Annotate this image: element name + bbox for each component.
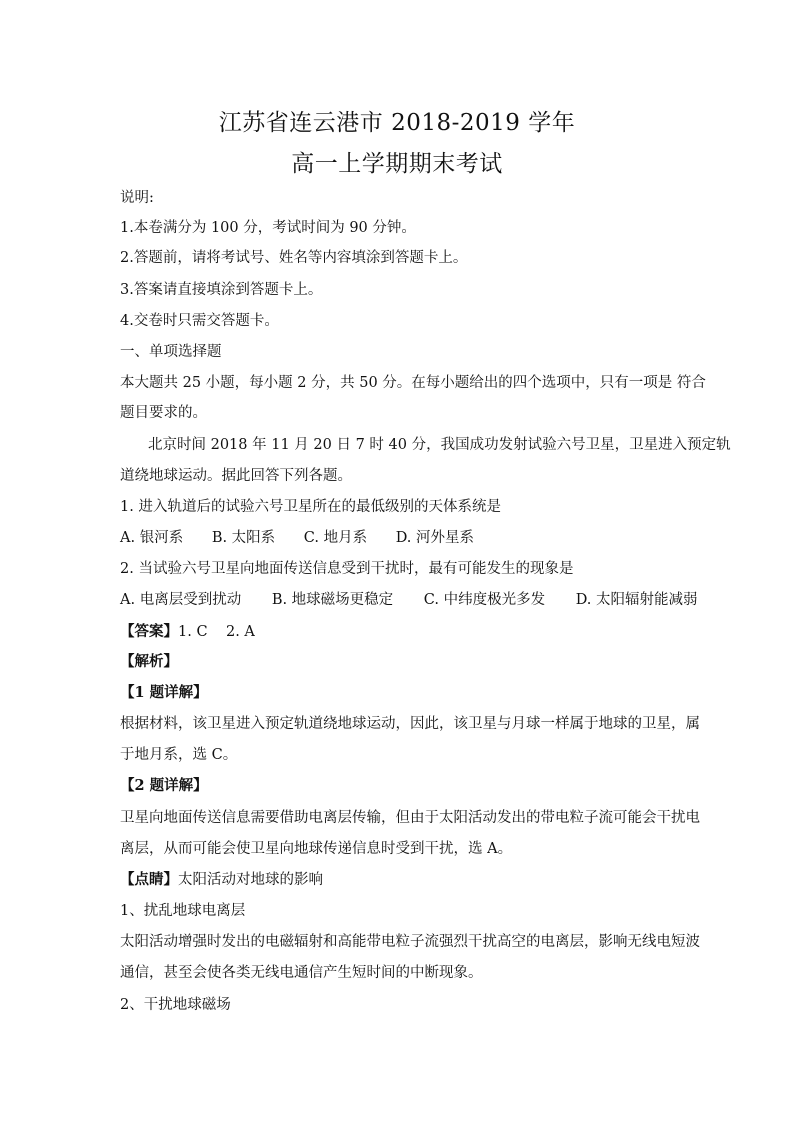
analysis-q1-line2: 于地月系，选 C。: [120, 747, 238, 763]
question-2-option-d: D. 太阳辐射能减弱: [575, 592, 698, 608]
analysis-q1-line1: 根据材料，该卫星进入预定轨道绕地球运动，因此，该卫星与月球一样属于地球的卫星，属: [120, 716, 700, 732]
question-2-option-a: A. 电离层受到扰动: [120, 592, 242, 608]
section-heading: 一、单项选择题: [120, 344, 222, 360]
analysis-q2-line2: 离层，从而可能会使卫星向地球传递信息时受到干扰，选 A。: [120, 841, 513, 857]
tips-item1-line1: 太阳活动增强时发出的电磁辐射和高能带电粒子流强烈干扰高空的电离层，影响无线电短波: [120, 934, 700, 950]
tips-item1-line2: 通信，甚至会使各类无线电通信产生短时间的中断现象。: [120, 965, 483, 981]
question-1-options: [120, 528, 680, 548]
passage-line1: 北京时间 2018 年 11 月 20 日 7 时 40 分，我国成功发射试验六号卫星，卫星进入预定轨: [148, 437, 731, 453]
analysis-q1-label: 【1 题详解】: [120, 684, 208, 701]
tips-item2-heading: 2、干扰地球磁场: [120, 997, 231, 1013]
document-title-line2: 高一上学期期末考试: [291, 151, 503, 177]
instruction-item-4: 4.交卷时只需交答题卡。: [120, 313, 279, 329]
instruction-item-1: 1.本卷满分为 100 分，考试时间为 90 分钟。: [120, 220, 416, 236]
document-title-line1: 江苏省连云港市 2018-2019 学年: [218, 110, 576, 136]
tips-item1-heading: 1、扰乱地球电离层: [120, 903, 246, 919]
instructions-heading: 说明:: [120, 190, 154, 206]
instruction-item-2: 2.答题前，请将考试号、姓名等内容填涂到答题卡上。: [120, 250, 468, 266]
question-1-option-b: B. 太阳系: [211, 530, 276, 546]
instruction-item-3: 3.答案请直接填涂到答题卡上。: [120, 282, 323, 298]
analysis-label: 【解析】: [120, 653, 178, 670]
tips-row: [120, 870, 680, 890]
question-1-option-a: A. 银河系: [120, 530, 184, 546]
question-2-option-b: B. 地球磁场更稳定: [271, 592, 394, 608]
answer-row: [120, 622, 680, 642]
answer-label: 【答案】: [120, 623, 178, 640]
question-2-options: [120, 590, 698, 610]
question-1-option-c: C. 地月系: [303, 530, 368, 546]
question-1-option-d: D. 河外星系: [395, 530, 475, 546]
section-description-line2: 题目要求的。: [120, 405, 207, 421]
tips-label: 【点睛】: [120, 871, 178, 888]
question-2-stem: 2. 当试验六号卫星向地面传送信息受到干扰时，最有可能发生的现象是: [120, 561, 574, 577]
tips-topic: 太阳活动对地球的影响: [178, 872, 323, 888]
analysis-q2-label: 【2 题详解】: [120, 777, 208, 794]
question-2-option-c: C. 中纬度极光多发: [423, 592, 546, 608]
passage-line2: 道绕地球运动。据此回答下列各题。: [120, 468, 352, 484]
analysis-q2-line1: 卫星向地面传送信息需要借助电离层传输，但由于太阳活动发出的带电粒子流可能会干扰电: [120, 810, 700, 826]
question-1-stem: 1. 进入轨道后的试验六号卫星所在的最低级别的天体系统是: [120, 499, 501, 515]
answer-text: 1. C 2. A: [178, 624, 255, 640]
section-description-line1: 本大题共 25 小题，每小题 2 分，共 50 分。在每小题给出的四个选项中，只有一项是 符合: [120, 375, 706, 391]
